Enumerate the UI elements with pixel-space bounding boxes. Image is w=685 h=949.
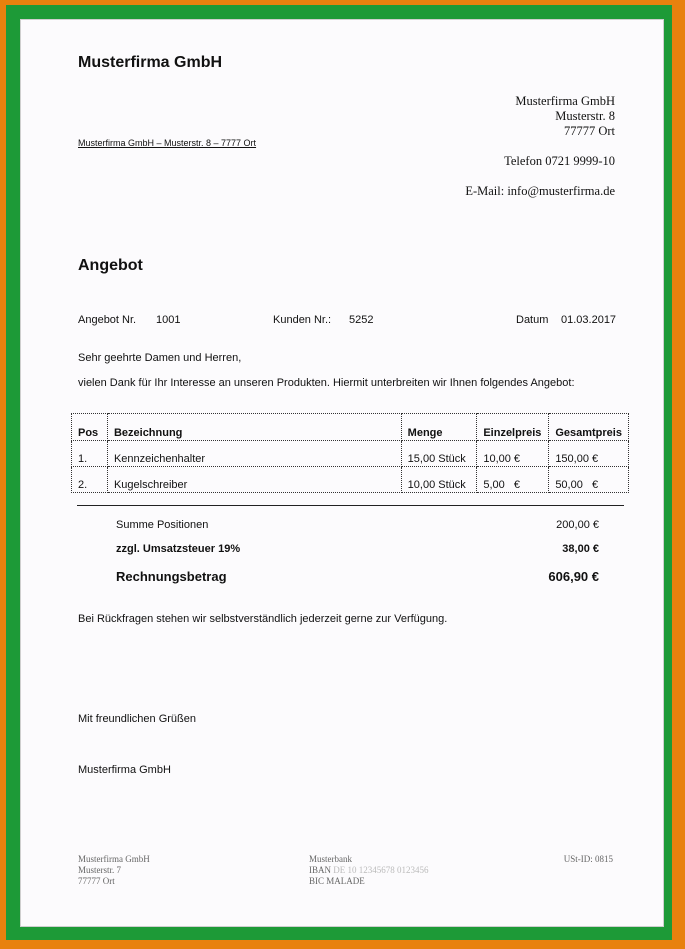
table-cell: 1. — [72, 441, 108, 467]
footer-line: Musterfirma GmbH — [78, 854, 150, 864]
table-cell: 50,00 € — [549, 467, 629, 493]
footer-iban-value: DE 10 12345678 0123456 — [333, 865, 429, 875]
footer-iban-label: IBAN — [309, 865, 331, 875]
date-value: 01.03.2017 — [561, 314, 617, 326]
table-row — [72, 467, 629, 493]
footer-line: Musterstr. 7 — [78, 865, 122, 875]
document-page — [20, 19, 664, 927]
total-value: 606,90 € — [548, 569, 599, 584]
address-line: 77777 Ort — [563, 124, 615, 138]
customer-number-label: Kunden Nr.: — [273, 314, 332, 326]
sender-line: Musterfirma GmbH – Musterstr. 8 – 7777 Ort — [78, 138, 257, 148]
table-cell: 15,00 Stück — [401, 441, 477, 467]
tax-label: zzgl. Umsatzsteuer 19% — [116, 543, 241, 555]
divider — [77, 505, 624, 506]
subtotal-label: Summe Positionen — [116, 519, 209, 531]
regards: Mit freundlichen Grüßen — [78, 713, 196, 725]
items-table — [71, 413, 629, 493]
offer-number-label: Angebot Nr. — [78, 314, 137, 326]
intro-text: vielen Dank für Ihr Interesse an unseren Produkten. Hiermit unterbreiten wir Ihnen folgendes Angebot: — [78, 377, 575, 389]
footer-bank-name: Musterbank — [309, 854, 352, 864]
table-cell: 10,00 Stück — [401, 467, 477, 493]
company-title: Musterfirma GmbH — [78, 54, 223, 71]
table-cell: 2. — [72, 467, 108, 493]
column-header: Pos — [72, 414, 108, 441]
customer-number: 5252 — [349, 314, 374, 326]
address-line: Musterstr. 8 — [555, 109, 615, 123]
company-address — [515, 94, 615, 139]
table-header-row — [72, 414, 629, 441]
closing-note: Bei Rückfragen stehen wir selbstverständlich jederzeit gerne zur Verfügung. — [78, 613, 448, 625]
table-cell: 10,00 € — [477, 441, 549, 467]
address-line: Musterfirma GmbH — [515, 94, 615, 108]
table-cell: 5,00 € — [477, 467, 549, 493]
total-label: Rechnungsbetrag — [116, 569, 227, 584]
footer-address — [78, 854, 150, 887]
offer-number: 1001 — [156, 314, 181, 326]
footer-iban — [309, 865, 429, 876]
column-header: Gesamtpreis — [549, 414, 629, 441]
table-row — [72, 441, 629, 467]
footer-vat: USt-ID: 0815 — [563, 854, 613, 864]
column-header: Menge — [401, 414, 477, 441]
date-label: Datum — [516, 314, 549, 326]
tax-value: 38,00 € — [562, 543, 599, 555]
company-email: E-Mail: info@musterfirma.de — [465, 184, 615, 198]
footer-bic: BIC MALADE — [309, 876, 365, 886]
greeting: Sehr geehrte Damen und Herren, — [78, 352, 242, 364]
column-header: Einzelpreis — [477, 414, 549, 441]
table-cell: 150,00 € — [549, 441, 629, 467]
document-title: Angebot — [78, 257, 143, 274]
footer-line: 77777 Ort — [78, 876, 115, 886]
column-header: Bezeichnung — [107, 414, 401, 441]
footer-bank — [309, 854, 429, 887]
signature: Musterfirma GmbH — [78, 764, 171, 776]
table-cell: Kugelschreiber — [107, 467, 401, 493]
subtotal-value: 200,00 € — [556, 519, 599, 531]
company-phone: Telefon 0721 9999-10 — [504, 154, 615, 168]
table-cell: Kennzeichenhalter — [107, 441, 401, 467]
